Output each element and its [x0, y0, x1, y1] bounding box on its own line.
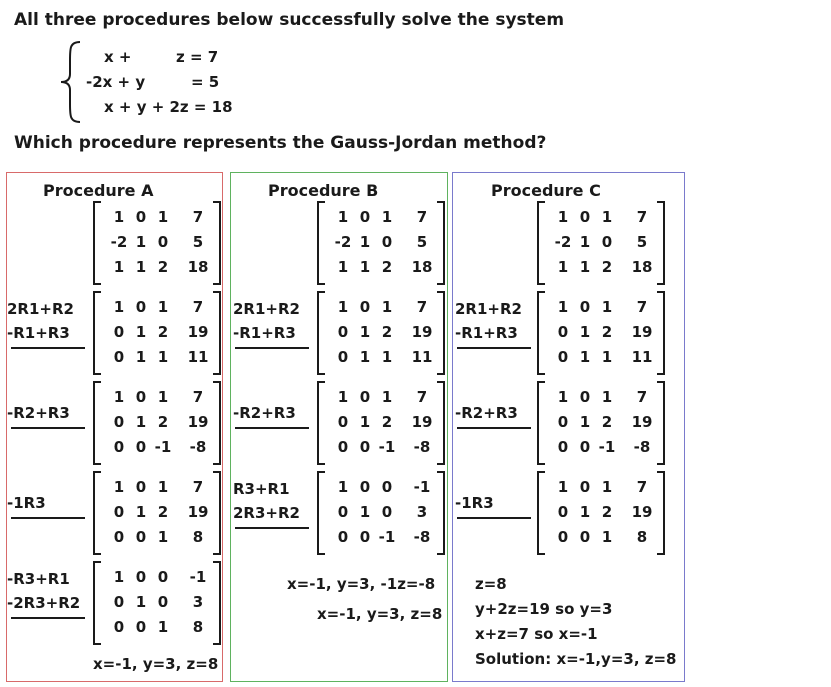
matrix-cell: 1 — [557, 478, 569, 496]
matrix-cell: 1 — [601, 208, 613, 226]
matrix-cell: 7 — [416, 208, 428, 226]
matrix-cell: 19 — [631, 323, 653, 341]
matrix-cell: 1 — [381, 298, 393, 316]
procedure-c-result-line: Solution: x=-1,y=3, z=8 — [475, 650, 677, 668]
matrix-row — [327, 410, 437, 434]
right-bracket — [213, 291, 221, 375]
matrix-cell: 0 — [113, 348, 125, 366]
matrix-row — [103, 385, 213, 409]
matrix-cell: 1 — [381, 388, 393, 406]
matrix-row — [103, 345, 213, 369]
procedure-b-matrix-2 — [317, 291, 445, 375]
matrix-row — [103, 565, 213, 589]
matrix-cell: 0 — [579, 438, 591, 456]
matrix-cell: 0 — [579, 478, 591, 496]
right-bracket — [657, 381, 665, 465]
matrix-row — [103, 205, 213, 229]
procedure-a-row-op: -2R3+R2 — [7, 594, 81, 612]
left-bracket — [317, 381, 325, 465]
row-op-underline — [11, 517, 85, 519]
matrix-cell: 0 — [135, 478, 147, 496]
matrix-cell: 1 — [157, 208, 169, 226]
matrix-row — [103, 410, 213, 434]
matrix-cell: 0 — [337, 413, 349, 431]
matrix-cell: 0 — [135, 438, 147, 456]
row-op-underline — [235, 527, 309, 529]
matrix-row — [103, 255, 213, 279]
matrix-cell: 7 — [192, 298, 204, 316]
matrix-cell: 11 — [187, 348, 209, 366]
matrix-cell: 5 — [416, 233, 428, 251]
procedure-a-row-op: -R2+R3 — [7, 404, 70, 422]
matrix-cell: 0 — [579, 388, 591, 406]
matrix-cell: 0 — [113, 528, 125, 546]
matrix-cell: 1 — [579, 503, 591, 521]
matrix-row — [103, 500, 213, 524]
matrix-cell: 0 — [359, 388, 371, 406]
right-bracket — [437, 201, 445, 285]
matrix-cell: 1 — [135, 258, 147, 276]
matrix-cell: 7 — [416, 298, 428, 316]
left-bracket — [537, 381, 545, 465]
eq3: x + y + 2z = 18 — [104, 98, 233, 116]
matrix-cell: 19 — [187, 413, 209, 431]
matrix-cell: 1 — [359, 233, 371, 251]
left-bracket — [537, 201, 545, 285]
matrix-cell: 3 — [192, 593, 204, 611]
procedure-b-row-op: R3+R1 — [233, 480, 290, 498]
matrix-cell: 0 — [337, 438, 349, 456]
matrix-cell: 1 — [557, 298, 569, 316]
procedure-a-title: Procedure A — [43, 181, 154, 200]
matrix-cell: 7 — [636, 298, 648, 316]
procedure-c-result-line: x+z=7 so x=-1 — [475, 625, 598, 643]
matrix-cell: 0 — [557, 528, 569, 546]
matrix-cell: 19 — [187, 323, 209, 341]
matrix-cell: 1 — [557, 208, 569, 226]
matrix-row — [327, 500, 437, 524]
matrix-row — [103, 525, 213, 549]
matrix-cell: 7 — [636, 388, 648, 406]
matrix-cell: 19 — [631, 413, 653, 431]
matrix-row — [103, 475, 213, 499]
matrix-cell: 1 — [601, 298, 613, 316]
matrix-cell: 19 — [187, 503, 209, 521]
matrix-row — [103, 435, 213, 459]
left-bracket — [317, 201, 325, 285]
eq1-right: z = 7 — [176, 48, 219, 66]
matrix-cell: 0 — [557, 413, 569, 431]
matrix-cell: 1 — [135, 233, 147, 251]
matrix-cell: 0 — [113, 323, 125, 341]
procedure-a-matrix-4 — [93, 471, 221, 555]
matrix-row — [547, 255, 657, 279]
question-intro: All three procedures below successfully solve the system — [14, 10, 565, 30]
matrix-row — [103, 320, 213, 344]
procedure-a-panel — [6, 172, 223, 682]
matrix-cell: 1 — [381, 348, 393, 366]
matrix-cell: 0 — [135, 208, 147, 226]
procedure-a-row-op: -R3+R1 — [7, 570, 70, 588]
matrix-cell: 1 — [601, 348, 613, 366]
matrix-cell: 2 — [601, 323, 613, 341]
row-op-underline — [457, 347, 531, 349]
matrix-cell: 1 — [359, 413, 371, 431]
matrix-cell: 0 — [381, 478, 393, 496]
matrix-row — [547, 435, 657, 459]
row-op-underline — [235, 427, 309, 429]
matrix-cell: 1 — [135, 413, 147, 431]
matrix-cell: 2 — [157, 503, 169, 521]
matrix-cell: 7 — [192, 478, 204, 496]
matrix-cell: 1 — [359, 258, 371, 276]
matrix-cell: -8 — [189, 438, 207, 456]
matrix-cell: 19 — [411, 323, 433, 341]
matrix-cell: 0 — [135, 618, 147, 636]
matrix-cell: 0 — [579, 208, 591, 226]
matrix-cell: 1 — [601, 528, 613, 546]
procedure-a-result-line: x=-1, y=3, z=8 — [93, 655, 219, 673]
matrix-cell: 2 — [157, 258, 169, 276]
matrix-cell: 2 — [381, 323, 393, 341]
question-prompt: Which procedure represents the Gauss-Jordan method? — [14, 133, 547, 153]
matrix-cell: 1 — [113, 208, 125, 226]
procedure-b-matrix-1 — [317, 201, 445, 285]
matrix-cell: 1 — [113, 388, 125, 406]
matrix-cell: 0 — [157, 233, 169, 251]
matrix-cell: 1 — [157, 348, 169, 366]
matrix-cell: 0 — [337, 323, 349, 341]
matrix-cell: 8 — [192, 618, 204, 636]
procedure-a-matrix-3 — [93, 381, 221, 465]
procedure-c-panel — [452, 172, 685, 682]
right-bracket — [213, 561, 221, 645]
matrix-cell: 0 — [337, 503, 349, 521]
procedure-c-result-line: z=8 — [475, 575, 507, 593]
matrix-cell: 7 — [192, 388, 204, 406]
matrix-cell: 0 — [113, 413, 125, 431]
matrix-cell: 0 — [135, 568, 147, 586]
matrix-row — [103, 295, 213, 319]
matrix-cell: 1 — [557, 258, 569, 276]
right-bracket — [437, 471, 445, 555]
eq1-left: x + — [104, 48, 132, 66]
procedure-a-matrix-1 — [93, 201, 221, 285]
matrix-cell: 1 — [337, 208, 349, 226]
matrix-cell: 2 — [601, 413, 613, 431]
matrix-cell: 11 — [411, 348, 433, 366]
matrix-cell: -2 — [110, 233, 128, 251]
matrix-cell: 1 — [337, 478, 349, 496]
matrix-cell: 2 — [601, 258, 613, 276]
right-bracket — [437, 381, 445, 465]
matrix-row — [547, 500, 657, 524]
matrix-cell: 8 — [636, 528, 648, 546]
matrix-cell: -8 — [413, 528, 431, 546]
procedure-b-matrix-4 — [317, 471, 445, 555]
matrix-cell: 0 — [157, 593, 169, 611]
matrix-row — [547, 205, 657, 229]
matrix-cell: -8 — [413, 438, 431, 456]
procedure-b-matrix-3 — [317, 381, 445, 465]
matrix-row — [327, 435, 437, 459]
matrix-cell: -8 — [633, 438, 651, 456]
procedure-c-result-line: y+2z=19 so y=3 — [475, 600, 613, 618]
matrix-row — [103, 615, 213, 639]
matrix-cell: 1 — [337, 258, 349, 276]
matrix-cell: 0 — [381, 233, 393, 251]
matrix-cell: 1 — [579, 348, 591, 366]
matrix-cell: 0 — [113, 593, 125, 611]
procedure-c-row-op: 2R1+R2 — [455, 300, 522, 318]
matrix-cell: 0 — [157, 568, 169, 586]
left-brace-icon — [58, 40, 84, 124]
matrix-row — [547, 385, 657, 409]
matrix-cell: 1 — [579, 233, 591, 251]
matrix-row — [547, 475, 657, 499]
matrix-cell: 0 — [359, 438, 371, 456]
procedure-b-row-op: -R2+R3 — [233, 404, 296, 422]
matrix-cell: -1 — [598, 438, 616, 456]
matrix-row — [547, 295, 657, 319]
matrix-cell: 2 — [157, 323, 169, 341]
matrix-row — [327, 205, 437, 229]
matrix-cell: 0 — [359, 298, 371, 316]
matrix-cell: -1 — [154, 438, 172, 456]
matrix-cell: 18 — [411, 258, 433, 276]
matrix-row — [327, 230, 437, 254]
matrix-cell: 3 — [416, 503, 428, 521]
matrix-cell: 1 — [113, 258, 125, 276]
matrix-cell: 1 — [113, 568, 125, 586]
right-bracket — [213, 381, 221, 465]
procedure-a-row-op: 2R1+R2 — [7, 300, 74, 318]
procedure-b-result-line: x=-1, y=3, -1z=-8 — [287, 575, 436, 593]
matrix-cell: 1 — [157, 478, 169, 496]
matrix-row — [547, 230, 657, 254]
matrix-cell: 19 — [631, 503, 653, 521]
matrix-row — [327, 320, 437, 344]
left-bracket — [93, 381, 101, 465]
matrix-cell: 11 — [631, 348, 653, 366]
procedure-b-result-line: x=-1, y=3, z=8 — [317, 605, 443, 623]
matrix-cell: 0 — [359, 478, 371, 496]
matrix-cell: 0 — [579, 298, 591, 316]
matrix-cell: 0 — [557, 348, 569, 366]
row-op-underline — [457, 427, 531, 429]
procedure-b-title: Procedure B — [268, 181, 379, 200]
matrix-row — [327, 255, 437, 279]
matrix-cell: 0 — [359, 528, 371, 546]
right-bracket — [437, 291, 445, 375]
matrix-cell: 18 — [187, 258, 209, 276]
matrix-cell: 1 — [135, 503, 147, 521]
procedure-b-panel — [230, 172, 448, 682]
matrix-cell: 0 — [135, 388, 147, 406]
matrix-cell: 7 — [636, 478, 648, 496]
matrix-cell: 0 — [337, 528, 349, 546]
matrix-row — [103, 590, 213, 614]
matrix-cell: 5 — [636, 233, 648, 251]
matrix-cell: 1 — [337, 298, 349, 316]
procedure-c-row-op: -R2+R3 — [455, 404, 518, 422]
right-bracket — [213, 471, 221, 555]
matrix-cell: 1 — [337, 388, 349, 406]
row-op-underline — [11, 427, 85, 429]
procedure-c-matrix-1 — [537, 201, 665, 285]
matrix-cell: 1 — [359, 348, 371, 366]
procedure-a-matrix-2 — [93, 291, 221, 375]
matrix-cell: 1 — [157, 298, 169, 316]
matrix-cell: 0 — [113, 503, 125, 521]
matrix-cell: 0 — [557, 503, 569, 521]
matrix-cell: 7 — [416, 388, 428, 406]
matrix-cell: 1 — [579, 258, 591, 276]
matrix-cell: 0 — [135, 528, 147, 546]
matrix-cell: 5 — [192, 233, 204, 251]
matrix-cell: 0 — [113, 618, 125, 636]
matrix-cell: 1 — [579, 413, 591, 431]
matrix-cell: 1 — [135, 593, 147, 611]
matrix-cell: 1 — [157, 528, 169, 546]
matrix-cell: 0 — [557, 323, 569, 341]
matrix-cell: 0 — [337, 348, 349, 366]
matrix-cell: -1 — [378, 528, 396, 546]
matrix-row — [327, 345, 437, 369]
procedure-c-title: Procedure C — [491, 181, 601, 200]
matrix-cell: 1 — [381, 208, 393, 226]
right-bracket — [657, 201, 665, 285]
procedure-a-row-op: -R1+R3 — [7, 324, 70, 342]
matrix-cell: 0 — [557, 438, 569, 456]
matrix-cell: 1 — [601, 478, 613, 496]
matrix-cell: 1 — [135, 348, 147, 366]
row-op-underline — [457, 517, 531, 519]
matrix-cell: 0 — [135, 298, 147, 316]
procedure-b-row-op: 2R3+R2 — [233, 504, 300, 522]
matrix-row — [103, 230, 213, 254]
procedure-c-row-op: -R1+R3 — [455, 324, 518, 342]
left-bracket — [317, 291, 325, 375]
matrix-cell: 18 — [631, 258, 653, 276]
row-op-underline — [235, 347, 309, 349]
left-bracket — [537, 471, 545, 555]
matrix-cell: -2 — [334, 233, 352, 251]
matrix-cell: 1 — [359, 323, 371, 341]
matrix-cell: 1 — [601, 388, 613, 406]
left-bracket — [93, 291, 101, 375]
matrix-cell: 8 — [192, 528, 204, 546]
procedure-c-matrix-2 — [537, 291, 665, 375]
procedure-c-row-op: -1R3 — [455, 494, 494, 512]
matrix-row — [547, 320, 657, 344]
matrix-cell: 1 — [157, 618, 169, 636]
row-op-underline — [11, 347, 85, 349]
right-bracket — [657, 471, 665, 555]
matrix-cell: 0 — [113, 438, 125, 456]
matrix-cell: 0 — [359, 208, 371, 226]
eq2-right: = 5 — [191, 73, 220, 91]
matrix-cell: 1 — [113, 478, 125, 496]
left-bracket — [537, 291, 545, 375]
procedure-b-row-op: -R1+R3 — [233, 324, 296, 342]
matrix-row — [327, 475, 437, 499]
matrix-cell: 2 — [381, 258, 393, 276]
matrix-cell: 0 — [579, 528, 591, 546]
matrix-row — [547, 410, 657, 434]
left-bracket — [93, 201, 101, 285]
matrix-cell: 0 — [381, 503, 393, 521]
matrix-row — [327, 385, 437, 409]
procedure-c-matrix-3 — [537, 381, 665, 465]
eq2-left: -2x + y — [86, 73, 146, 91]
row-op-underline — [11, 617, 85, 619]
right-bracket — [213, 201, 221, 285]
matrix-cell: 19 — [411, 413, 433, 431]
matrix-cell: 2 — [601, 503, 613, 521]
matrix-cell: 1 — [113, 298, 125, 316]
right-bracket — [657, 291, 665, 375]
matrix-row — [327, 295, 437, 319]
matrix-cell: 1 — [557, 388, 569, 406]
matrix-cell: -1 — [189, 568, 207, 586]
matrix-cell: -1 — [413, 478, 431, 496]
procedure-b-row-op: 2R1+R2 — [233, 300, 300, 318]
procedure-a-row-op: -1R3 — [7, 494, 46, 512]
matrix-cell: 1 — [135, 323, 147, 341]
matrix-row — [547, 525, 657, 549]
matrix-cell: 7 — [636, 208, 648, 226]
left-bracket — [93, 561, 101, 645]
procedure-c-matrix-4 — [537, 471, 665, 555]
matrix-cell: -1 — [378, 438, 396, 456]
matrix-row — [547, 345, 657, 369]
matrix-cell: 1 — [157, 388, 169, 406]
matrix-cell: 2 — [381, 413, 393, 431]
left-bracket — [93, 471, 101, 555]
matrix-cell: 1 — [359, 503, 371, 521]
procedure-a-matrix-5 — [93, 561, 221, 645]
matrix-row — [327, 525, 437, 549]
matrix-cell: -2 — [554, 233, 572, 251]
matrix-cell: 2 — [157, 413, 169, 431]
matrix-cell: 0 — [601, 233, 613, 251]
matrix-cell: 1 — [579, 323, 591, 341]
left-bracket — [317, 471, 325, 555]
matrix-cell: 7 — [192, 208, 204, 226]
